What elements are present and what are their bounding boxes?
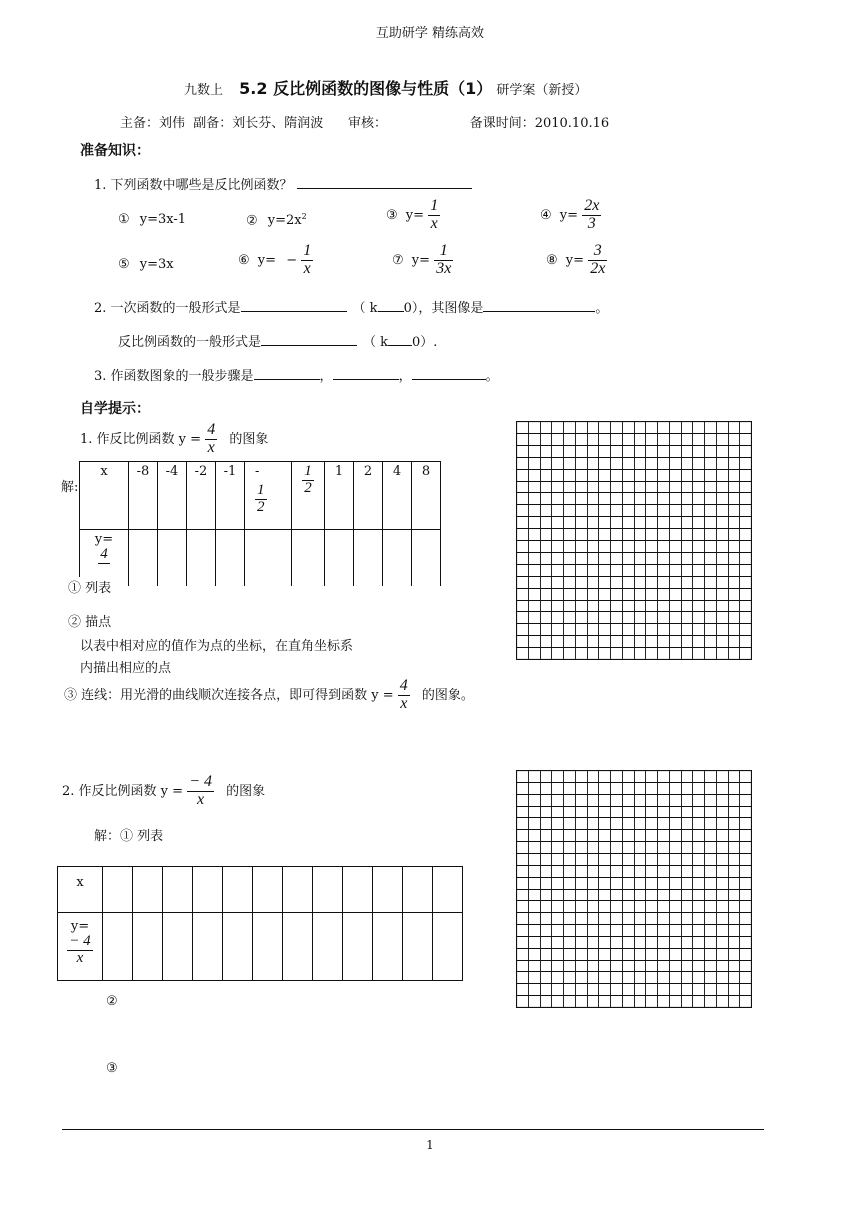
table-cell: -2 <box>187 462 216 530</box>
exercise-1-text: 的图象 <box>229 431 269 447</box>
section-heading-self-study: 自学提示： <box>80 401 150 417</box>
option-marker: ⑤ <box>118 257 130 272</box>
fraction: $\frac{1}{3x}$ <box>436 242 452 277</box>
option-6 <box>238 243 313 278</box>
table-cell[interactable] <box>283 913 313 981</box>
table-cell[interactable] <box>283 867 313 913</box>
step-2-detail: 以表中相对应的值作为点的坐标，在直角坐标系 <box>80 639 354 654</box>
option-2 <box>246 212 307 228</box>
option-expression: y=3x <box>139 257 174 272</box>
table-cell[interactable] <box>187 530 216 586</box>
step-3-text: 的图象。 <box>421 687 474 703</box>
authors-line: 主备：刘伟 副备：刘长芬、隋润波 审核： 备课时间：2010.10.16 <box>120 116 610 131</box>
option-marker: ④ <box>540 207 552 223</box>
question-2-k: （ k <box>363 335 389 350</box>
option-expression: y= <box>257 252 277 268</box>
option-expression: y=3x-1 <box>139 212 187 227</box>
step-2-detail: 内描出相应的点 <box>80 661 172 676</box>
y-label: y= <box>70 919 90 934</box>
exercise-2-text: 2. 作反比例函数 y = <box>62 783 184 799</box>
question-1-text: 1. 下列函数中哪些是反比例函数？ <box>94 178 293 193</box>
question-2-text: 0），其图像是 <box>403 301 484 316</box>
exercise-2-title <box>62 774 265 809</box>
option-expression: y= <box>559 207 579 223</box>
value-table-2 <box>57 866 463 981</box>
table-cell: 4 <box>383 462 412 530</box>
table-cell: 2 <box>354 462 383 530</box>
answer-blank[interactable] <box>388 333 412 346</box>
title-prefix: 九数上 <box>184 83 224 98</box>
fraction: $\frac{2x}{3}$ <box>584 197 600 232</box>
table-cell: -4 <box>158 462 187 530</box>
option-expression: y=2x <box>267 213 302 229</box>
table-cell: x <box>58 867 103 913</box>
table-cell[interactable] <box>223 913 253 981</box>
table-cell[interactable] <box>193 867 223 913</box>
table-cell[interactable] <box>373 913 403 981</box>
answer-blank[interactable] <box>254 367 320 380</box>
coordinate-grid-1[interactable] <box>516 421 752 660</box>
answer-blank[interactable] <box>297 176 472 189</box>
table-cell[interactable] <box>292 530 325 586</box>
table-cell: x <box>80 462 129 530</box>
question-2-period: 。 <box>595 301 609 316</box>
option-expression: y= <box>565 252 585 268</box>
table-cell[interactable] <box>373 867 403 913</box>
running-header: 互助研学 精练高效 <box>375 26 485 41</box>
exercise-2-solution: 解：① 列表 <box>94 829 164 844</box>
table-cell[interactable] <box>216 530 245 586</box>
table-cell: -1 <box>216 462 245 530</box>
table-cell[interactable] <box>163 913 193 981</box>
table-cell: 8 <box>412 462 441 530</box>
fraction: $\frac{4}{x}$ <box>399 677 408 712</box>
exercise-1-title <box>80 422 268 457</box>
step-3-text: ③ 连线：用光滑的曲线顺次连接各点，即可得到函数 y = <box>64 687 394 703</box>
value-table-1 <box>79 461 441 586</box>
table-cell[interactable] <box>325 530 354 586</box>
fraction: $\frac{1}{x}$ <box>430 197 439 232</box>
exercise-2-text: 的图象 <box>226 783 266 799</box>
table-cell[interactable] <box>383 530 412 586</box>
solution-label: 解: <box>61 480 79 495</box>
table-cell[interactable] <box>193 913 223 981</box>
table-cell[interactable] <box>403 867 433 913</box>
option-5 <box>118 257 174 272</box>
question-2-k: （ k <box>352 301 378 316</box>
question-3 <box>94 365 499 384</box>
table-cell: -8 <box>129 462 158 530</box>
table-cell <box>292 462 325 530</box>
table-cell[interactable] <box>245 530 292 586</box>
fraction: $\frac{1}{x}$ <box>303 242 312 277</box>
section-heading-prep: 准备知识： <box>80 143 150 159</box>
coordinate-grid-2[interactable] <box>516 770 752 1008</box>
step-1: ① 列表 <box>68 577 111 596</box>
exponent: 2 <box>301 212 307 221</box>
table-cell[interactable] <box>433 913 463 981</box>
question-2-text: 0）. <box>412 335 438 350</box>
title-suffix: 研学案（新授） <box>496 83 588 98</box>
answer-blank[interactable] <box>333 367 399 380</box>
fraction: $\frac{- 4}{x}$ <box>189 773 212 808</box>
exercise-1-text: 1. 作反比例函数 y = <box>80 431 202 447</box>
option-expression: y= <box>411 252 431 268</box>
option-marker: ⑥ <box>238 252 250 268</box>
title-main: 5.2 反比例函数的图像与性质（1） <box>239 79 493 98</box>
answer-blank[interactable] <box>378 299 404 312</box>
page-number: 1 <box>426 1138 434 1152</box>
fraction: $\frac{3}{2x}$ <box>590 242 606 277</box>
table-cell[interactable] <box>343 867 373 913</box>
step-2-marker: ② <box>106 994 118 1009</box>
option-3 <box>386 198 440 233</box>
minus-sign: - <box>255 464 260 479</box>
table-cell[interactable] <box>313 867 343 913</box>
option-1 <box>118 212 186 227</box>
table-cell <box>245 462 292 530</box>
step-3 <box>64 678 474 713</box>
table-cell[interactable] <box>412 530 441 586</box>
table-cell[interactable] <box>103 913 133 981</box>
table-cell[interactable] <box>133 913 163 981</box>
page-title <box>184 76 587 99</box>
option-7 <box>392 243 453 278</box>
minus-sign: − <box>286 252 298 268</box>
comma: ， <box>398 369 412 384</box>
table-cell: 1 <box>325 462 354 530</box>
comma: ， <box>319 369 333 384</box>
table-cell-y-header <box>58 913 103 981</box>
option-4 <box>540 198 601 233</box>
table-cell[interactable] <box>354 530 383 586</box>
answer-blank[interactable] <box>241 299 347 312</box>
question-2 <box>94 297 608 316</box>
footer-rule <box>62 1129 764 1130</box>
option-marker: ② <box>246 213 258 229</box>
table-cell[interactable] <box>158 530 187 586</box>
y-label: y= <box>94 532 114 547</box>
question-1 <box>94 174 472 193</box>
fraction: $\frac{1}{2}$ <box>257 482 265 515</box>
option-marker: ① <box>118 212 130 227</box>
answer-blank[interactable] <box>483 299 595 312</box>
table-cell[interactable] <box>313 913 343 981</box>
step-2: ② 描点 <box>68 615 112 630</box>
step-3-marker: ③ <box>106 1061 118 1076</box>
answer-blank[interactable] <box>261 333 357 346</box>
fraction: $\frac{1}{2}$ <box>304 463 312 496</box>
question-2-inverse <box>118 331 437 350</box>
table-cell[interactable] <box>403 913 433 981</box>
table-cell[interactable] <box>253 913 283 981</box>
option-expression: y= <box>405 207 425 223</box>
fraction: 4 <box>100 546 108 562</box>
option-8 <box>546 243 607 278</box>
fraction: $\frac{- 4}{x}$ <box>69 933 91 966</box>
table-cell[interactable] <box>433 867 463 913</box>
question-2-text: 反比例函数的一般形式是 <box>118 335 262 350</box>
option-marker: ⑧ <box>546 252 558 268</box>
table-cell[interactable] <box>133 867 163 913</box>
answer-blank[interactable] <box>412 367 486 380</box>
table-cell[interactable] <box>253 867 283 913</box>
question-3-text: 3. 作函数图象的一般步骤是 <box>94 369 254 384</box>
option-marker: ⑦ <box>392 252 404 268</box>
question-2-text: 2. 一次函数的一般形式是 <box>94 301 241 316</box>
table-cell[interactable] <box>103 867 133 913</box>
table-cell[interactable] <box>223 867 253 913</box>
fraction: $\frac{4}{x}$ <box>207 421 216 456</box>
period: 。 <box>485 369 499 384</box>
table-cell[interactable] <box>163 867 193 913</box>
table-cell[interactable] <box>343 913 373 981</box>
table-cell[interactable] <box>129 530 158 586</box>
option-marker: ③ <box>386 207 398 223</box>
